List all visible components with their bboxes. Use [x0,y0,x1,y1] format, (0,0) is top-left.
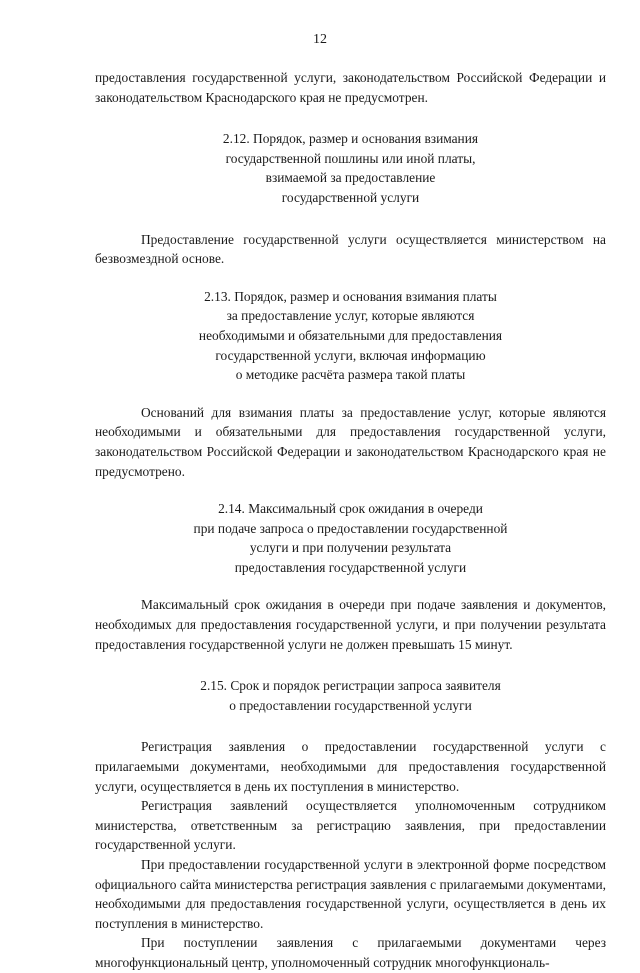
heading-line: 2.15. Срок и порядок регистрации запроса заявителя [200,678,501,694]
heading-line: государственной услуги [281,189,420,205]
section-heading-2-15 [95,676,606,715]
heading-line: при подаче запроса о предоставлении государственной [193,520,508,536]
paragraph-continuation: предоставления государственной услуги, законодательством Российской Федерации и законодательством Краснодарского края не предусмотрен. [95,70,606,105]
paragraph-2-14: Максимальный срок ожидания в очереди при подаче заявления и документов, необходимых для предоставления государственной услуги, и при получении результата предоставления государственной услуги не должен превышать 15 минут. [95,597,606,652]
heading-line: за предоставление услуг, которые являются [226,308,475,324]
section-heading-2-12 [95,129,606,207]
paragraph-2-13: Оснований для взимания платы за предоставление услуг, которые являются необходимыми и обязательными для предоставления государственной услуги, законодательством Российской Федерации и законодательством Краснодарского края не предусмотрено. [95,404,606,479]
heading-line: государственной пошлины или иной платы, [225,150,476,166]
heading-line: взимаемой за предоставление [265,170,436,186]
paragraph-2-12: Предоставление государственной услуги осуществляется министерством на безвозмездной основе. [95,231,606,267]
section-heading-2-14 [95,499,606,577]
paragraph-2-15-d: При поступлении заявления с прилагаемыми документами через многофункциональный центр, уполномоченный сотрудник многофункциональ- [95,935,606,970]
paragraph-2-15-b: Регистрация заявлений осуществляется уполномоченным сотрудником министерства, ответственным за регистрацию заявления, при предоставлении государственной услуги. [95,798,606,853]
heading-line: 2.12. Порядок, размер и основания взимания [222,131,479,147]
paragraph-2-15-c: При предоставлении государственной услуги в электронной форме посредством официального сайта министерства регистрация заявления с прилагаемыми документами, необходимыми для предоставления государственной услуги, осуществляется в день их поступления в министерство. [95,857,606,931]
heading-line: о предоставлении государственной услуги [229,697,472,713]
page-content [95,68,606,973]
heading-line: 2.13. Порядок, размер и основания взимания платы [204,288,497,304]
heading-line: государственной услуги, включая информацию [215,347,486,363]
section-heading-2-13 [95,287,606,385]
heading-line: услуги и при получении результата [249,540,452,556]
heading-line: предоставления государственной услуги [234,559,467,575]
heading-line: о методике расчёта размера такой платы [235,367,466,383]
heading-line: необходимыми и обязательными для предоставления [198,327,503,343]
paragraph-2-15-a: Регистрация заявления о предоставлении государственной услуги с прилагаемыми документами, необходимыми для предоставления государственной услуги, осуществляется в день их поступления в министерство. [95,739,606,794]
page-number: 12 [313,32,327,47]
heading-line: 2.14. Максимальный срок ожидания в очереди [218,501,483,517]
